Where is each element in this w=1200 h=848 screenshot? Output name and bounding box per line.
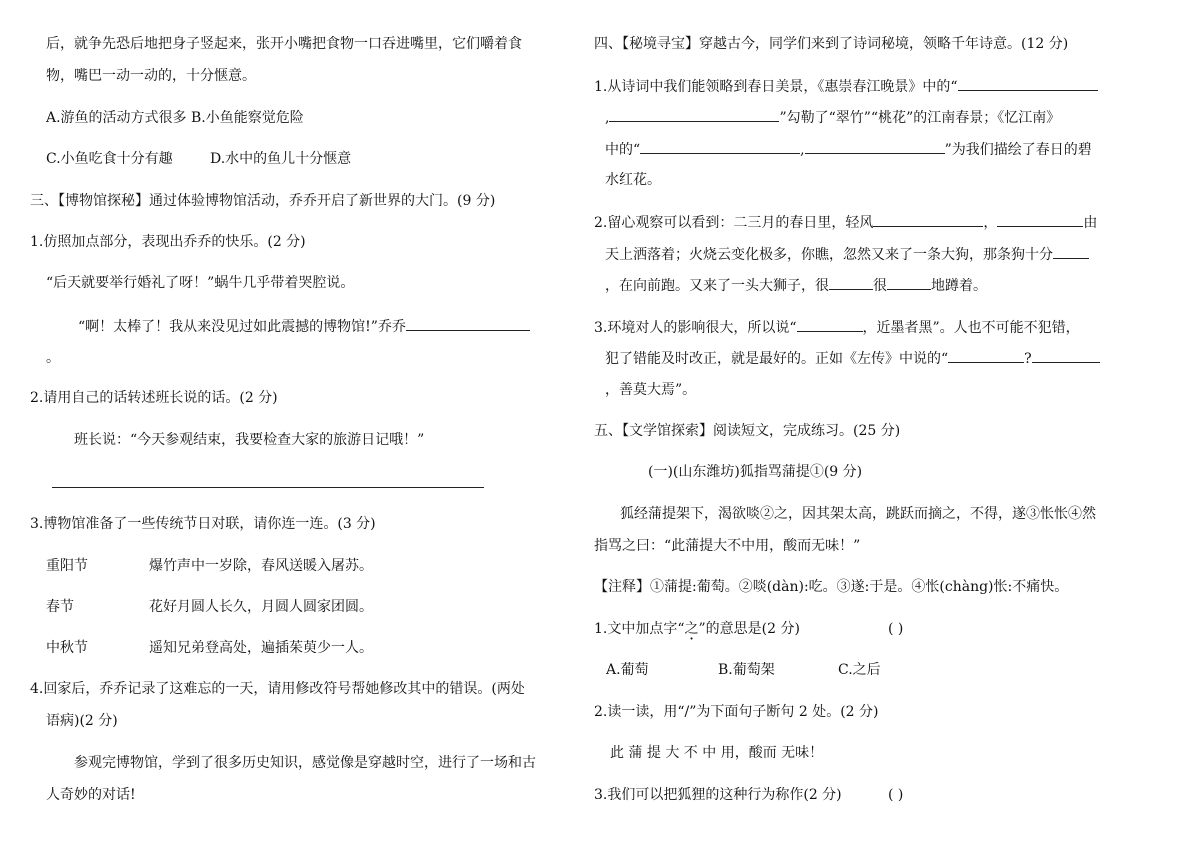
rq1-title	[594, 619, 800, 639]
q2-answer-line[interactable]	[52, 487, 484, 488]
p1-b-comma: ,	[605, 110, 610, 126]
section-5-title: 五、【文学馆探索】阅读短文，完成练习。(25 分)	[594, 423, 901, 439]
p3-line-b	[605, 348, 1100, 369]
p2-blank-2[interactable]	[997, 212, 1083, 227]
p1-blank-2[interactable]	[609, 107, 779, 122]
p2-c-mid: 很	[873, 278, 887, 294]
p1-c-start: 中的“	[605, 142, 641, 158]
q4-title-a: 4.回家后，乔乔记录了这难忘的一天，请用修改符号帮她修改其中的错误。(两处	[30, 681, 525, 697]
p2-blank-5[interactable]	[887, 275, 931, 290]
festival-name[interactable]: 中秋节	[46, 640, 88, 656]
p3-b-question: ?	[1024, 351, 1032, 367]
rq1-option-b[interactable]: B.葡萄架	[718, 662, 775, 678]
q1-example: “后天就要举行婚礼了呀！”蜗牛几乎带着哭腔说。	[46, 275, 355, 291]
rq3-title: 3.我们可以把狐狸的这种行为称作(2 分)	[594, 787, 842, 803]
p2-line-b	[605, 244, 1089, 265]
option-d: D.水中的鱼儿十分惬意	[210, 151, 352, 167]
p2-a-comma: ，	[983, 215, 998, 231]
rq1-dotted-char: 之	[684, 621, 699, 637]
p3-line-a	[594, 317, 1080, 338]
p2-c-end: 地蹲着。	[931, 278, 987, 294]
p2-blank-3[interactable]	[1053, 244, 1089, 259]
p1-c-end: ”为我们描绘了春日的碧	[944, 142, 1092, 158]
q3-title: 3.博物馆准备了一些传统节日对联，请你连一连。(3 分)	[30, 516, 376, 532]
intro-line-1: 后，就争先恐后地把身子竖起来，张开小嘴把食物一口吞进嘴里，它们嚼着食	[46, 36, 522, 52]
q1-prompt-text: “啊！太棒了！我从来没见过如此震撼的博物馆!”乔乔	[78, 319, 406, 335]
p1-b-text: ”勾勒了“翠竹”“桃花”的江南春景；《忆江南》	[779, 110, 1061, 126]
q1-prompt	[78, 316, 530, 337]
section-4-title: 四、【秘境寻宝】穿越古今，同学们来到了诗词秘境，领略千年诗意。(12 分)	[594, 36, 1069, 52]
p2-line-c	[605, 275, 987, 296]
p3-a-text: 3.环境对人的影响很大，所以说“	[594, 320, 797, 336]
passage-line-a: 狐经蒲提架下，渴欲啖②之，因其架太高，跳跃而摘之，不得，遂③怅怅④然	[620, 506, 1096, 522]
p1-blank-3[interactable]	[640, 139, 800, 154]
p3-a-end: ，近墨者黑”。人也不可能不犯错，	[862, 320, 1080, 336]
p3-blank-1[interactable]	[797, 317, 863, 332]
q1-answer-blank[interactable]	[406, 316, 530, 331]
annotation-notes: 【注释】①蒲提:葡萄。②啖(dàn):吃。③遂:于是。④怅(chàng)怅:不痛快。	[594, 579, 1069, 595]
rq1-option-c[interactable]: C.之后	[838, 662, 881, 678]
q4-text-b[interactable]: 人奇妙的对话!	[46, 787, 136, 803]
q4-title-b: 语病)(2 分)	[46, 713, 118, 729]
p1-line-b	[605, 107, 1060, 128]
option-ab: A.游鱼的活动方式很多 B.小鱼能察觉危险	[46, 110, 304, 126]
p1-line-a	[594, 76, 1098, 97]
p2-a-end: 由	[1083, 215, 1098, 231]
passage-line-b: 指骂之曰：“此蒲提大不中用，酸而无味！”	[594, 538, 861, 554]
q1-end-mark: 。	[46, 350, 60, 366]
p1-c-comma: ,	[800, 142, 805, 158]
p3-blank-2[interactable]	[948, 348, 1024, 363]
p2-c-text: ，在向前跑。又来了一头大狮子，很	[605, 278, 829, 294]
rq1-text-b: ”的意思是(2 分)	[698, 621, 800, 637]
p2-blank-1[interactable]	[873, 212, 983, 227]
rq1-text-a: 1.文中加点字“	[594, 621, 685, 637]
q2-quote: 班长说：“今天参观结束，我要检查大家的旅游日记哦！”	[74, 432, 425, 448]
p2-line-a	[594, 212, 1097, 233]
p1-line-d: 水红花。	[605, 172, 661, 188]
q1-title: 1.仿照加点部分，表现出乔乔的快乐。(2 分)	[30, 234, 306, 250]
q4-text-a[interactable]: 参观完博物馆，学到了很多历史知识，感觉像是穿越时空，进行了一场和古	[74, 755, 536, 771]
p2-a-text: 2.留心观察可以看到：二三月的春日里，轻风	[594, 215, 874, 231]
passage-title: (一)(山东潍坊)狐指骂蒲提①(9 分)	[648, 464, 863, 480]
festival-name[interactable]: 重阳节	[46, 558, 88, 574]
p3-blank-3[interactable]	[1032, 348, 1100, 363]
couplet[interactable]: 花好月圆人长久，月圆人圆家团圆。	[149, 599, 373, 615]
q2-title: 2.请用自己的话转述班长说的话。(2 分)	[30, 390, 278, 406]
option-c: C.小鱼吃食十分有趣	[46, 151, 173, 167]
rq2-title: 2.读一读，用“/”为下面句子断句 2 处。(2 分)	[594, 704, 879, 720]
rq2-sentence[interactable]: 此 蒲 提 大 不 中 用，酸而 无味！	[610, 745, 824, 761]
p1-a-text: 1.从诗词中我们能领略到春日美景，《惠崇春江晚景》中的“	[594, 79, 958, 95]
p1-blank-1[interactable]	[958, 76, 1098, 91]
section-3-title: 三、【博物馆探秘】通过体验博物馆活动，乔乔开启了新世界的大门。(9 分)	[30, 193, 496, 209]
p3-b-text: 犯了错能及时改正，就是最好的。正如《左传》中说的“	[605, 351, 949, 367]
p2-blank-4[interactable]	[829, 275, 873, 290]
rq3-answer-paren[interactable]: ( )	[888, 787, 904, 803]
p3-line-c: ，善莫大焉”。	[605, 382, 697, 398]
festival-name[interactable]: 春节	[46, 599, 74, 615]
p2-b-text: 天上洒落着；火烧云变化极多，你瞧，忽然又来了一条大狗，那条狗十分	[605, 247, 1053, 263]
rq1-option-a[interactable]: A.葡萄	[606, 662, 649, 678]
rq1-answer-paren[interactable]: ( )	[888, 621, 904, 637]
p1-blank-4[interactable]	[805, 139, 945, 154]
couplet[interactable]: 遥知兄弟登高处，遍插茱萸少一人。	[149, 640, 373, 656]
couplet[interactable]: 爆竹声中一岁除，春风送暖入屠苏。	[149, 558, 373, 574]
p1-line-c	[605, 139, 1092, 160]
intro-line-2: 物，嘴巴一动一动的，十分惬意。	[46, 68, 256, 84]
